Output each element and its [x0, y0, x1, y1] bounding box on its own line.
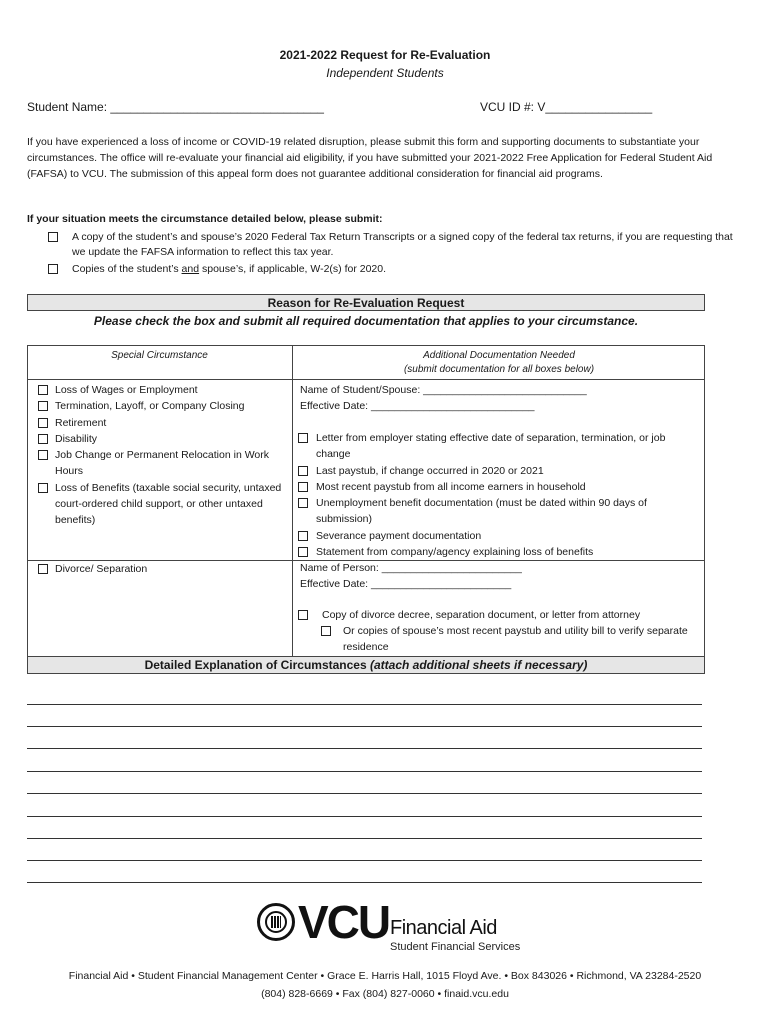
footer-address: Financial Aid • Student Financial Management Center • Grace E. Harris Hall, 1015 Floyd Ave. • Box 843026 • Richmond, VA 23284-2520: [68, 970, 702, 982]
logo-vcu-text: VCU: [298, 896, 390, 948]
documentation-item: Statement from company/agency explaining loss of benefits: [298, 544, 698, 560]
documentation-list: [298, 430, 698, 560]
documentation-checkbox[interactable]: [298, 547, 308, 557]
reason-heading: Reason for Re-Evaluation Request: [27, 294, 705, 311]
documentation-checkbox[interactable]: [298, 433, 308, 443]
documentation-item: Severance payment documentation: [298, 528, 698, 544]
logo-services-text: Student Financial Services: [390, 941, 521, 953]
explanation-line[interactable]: [27, 860, 702, 861]
name-of-student-field[interactable]: Name of Student/Spouse: ____________________________: [300, 384, 587, 396]
vcu-seal-icon: [257, 903, 295, 941]
column-header-circumstance: Special Circumstance: [111, 350, 208, 361]
explanation-line[interactable]: [27, 838, 702, 839]
intro-paragraph: If you have experienced a loss of income or COVID-19 related disruption, please submit this form and supporting documents to substantiate your circumstances. The office will re-evaluate your financial aid eligibility, if you have submitted your 2021-2022 Free Application for Federal Student Aid (FAFSA) to VCU. The submission of this appeal form does not guarantee additional consideration for financial aid programs.: [27, 136, 713, 180]
requirement-checkbox[interactable]: [48, 264, 58, 274]
column-header-documentation: Additional Documentation Needed (submit documentation for all boxes below): [403, 350, 595, 375]
circumstance-checkbox[interactable]: [38, 418, 48, 428]
effective-date-field-2[interactable]: Effective Date: ________________________: [300, 578, 512, 590]
documentation-checkbox[interactable]: [298, 466, 308, 476]
documentation-item: Unemployment benefit documentation (must be dated within 90 days of submission): [298, 495, 698, 528]
circumstance-item-divorce: Divorce/ Separation: [38, 561, 147, 577]
explanation-line[interactable]: [27, 771, 702, 772]
vcu-id-field[interactable]: VCU ID #: V________________: [480, 100, 653, 114]
table-divider: [292, 345, 293, 657]
circumstance-checkbox[interactable]: [38, 385, 48, 395]
divorce-doc-checkbox[interactable]: [298, 610, 308, 620]
explanation-line[interactable]: [27, 704, 702, 705]
divorce-checkbox[interactable]: [38, 564, 48, 574]
explanation-line[interactable]: [27, 882, 702, 883]
circumstance-item: Termination, Layoff, or Company Closing: [38, 398, 288, 414]
circumstance-item: Job Change or Permanent Relocation in Work Hours: [38, 447, 288, 480]
effective-date-field[interactable]: Effective Date: ____________________________: [300, 400, 535, 412]
requirement-item-tax-transcripts: [48, 230, 738, 260]
documentation-checkbox[interactable]: [298, 482, 308, 492]
requirement-checkbox[interactable]: [48, 232, 58, 242]
explanation-line[interactable]: [27, 748, 702, 749]
documentation-item: Last paystub, if change occurred in 2020 or 2021: [298, 463, 698, 479]
reason-subheading: Please check the box and submit all required documentation that applies to your circumstance.: [93, 314, 639, 328]
requirement-text: Copies of the student’s and spouse’s, if applicable, W-2(s) for 2020.: [72, 263, 387, 275]
logo-financial-aid-text: Financial Aid: [390, 917, 497, 939]
circumstance-item: Retirement: [38, 415, 288, 431]
circumstance-item: Loss of Wages or Employment: [38, 382, 288, 398]
name-of-person-field[interactable]: Name of Person: ________________________: [300, 562, 522, 574]
circumstance-checkbox[interactable]: [38, 434, 48, 444]
circumstance-checkbox[interactable]: [38, 483, 48, 493]
form-subtitle: Independent Students: [326, 66, 444, 80]
circumstance-checkbox[interactable]: [38, 401, 48, 411]
divorce-documentation-item: Copy of divorce decree, separation document, or letter from attorney: [298, 607, 722, 623]
table-divider: [27, 379, 705, 380]
explanation-line[interactable]: [27, 726, 702, 727]
vcu-logo: [257, 898, 527, 958]
circumstance-list: [38, 382, 288, 529]
circumstance-checkbox[interactable]: [38, 450, 48, 460]
requirement-text: A copy of the student’s and spouse’s 2020 Federal Tax Return Transcripts or a signed copy of the federal tax returns, if you are requesting that we update the FAFSA information to reflect this tax year.: [72, 231, 733, 258]
documentation-checkbox[interactable]: [298, 531, 308, 541]
form-title: 2021-2022 Request for Re-Evaluation: [279, 48, 491, 62]
requirements-heading: If your situation meets the circumstance detailed below, please submit:: [27, 213, 383, 225]
footer-contact: (804) 828-6669 • Fax (804) 827-0060 • finaid.vcu.edu: [261, 988, 509, 1000]
documentation-item: Most recent paystub from all income earners in household: [298, 479, 698, 495]
documentation-item: Letter from employer stating effective date of separation, termination, or job change: [298, 430, 698, 463]
circumstance-item: Disability: [38, 431, 288, 447]
documentation-checkbox[interactable]: [298, 498, 308, 508]
explanation-heading: Detailed Explanation of Circumstances (attach additional sheets if necessary): [27, 656, 705, 674]
circumstance-item: Loss of Benefits (taxable social security, untaxed court-ordered child support, or other untaxed benefits): [38, 480, 288, 529]
student-name-field[interactable]: Student Name: ________________________________: [27, 100, 324, 114]
divorce-alt-checkbox[interactable]: [321, 626, 331, 636]
explanation-line[interactable]: [27, 816, 702, 817]
divorce-alt-documentation-item: Or copies of spouse’s most recent paystub and utility bill to verify separate residence: [321, 623, 723, 656]
requirement-item-w2: [48, 262, 738, 277]
explanation-line[interactable]: [27, 793, 702, 794]
